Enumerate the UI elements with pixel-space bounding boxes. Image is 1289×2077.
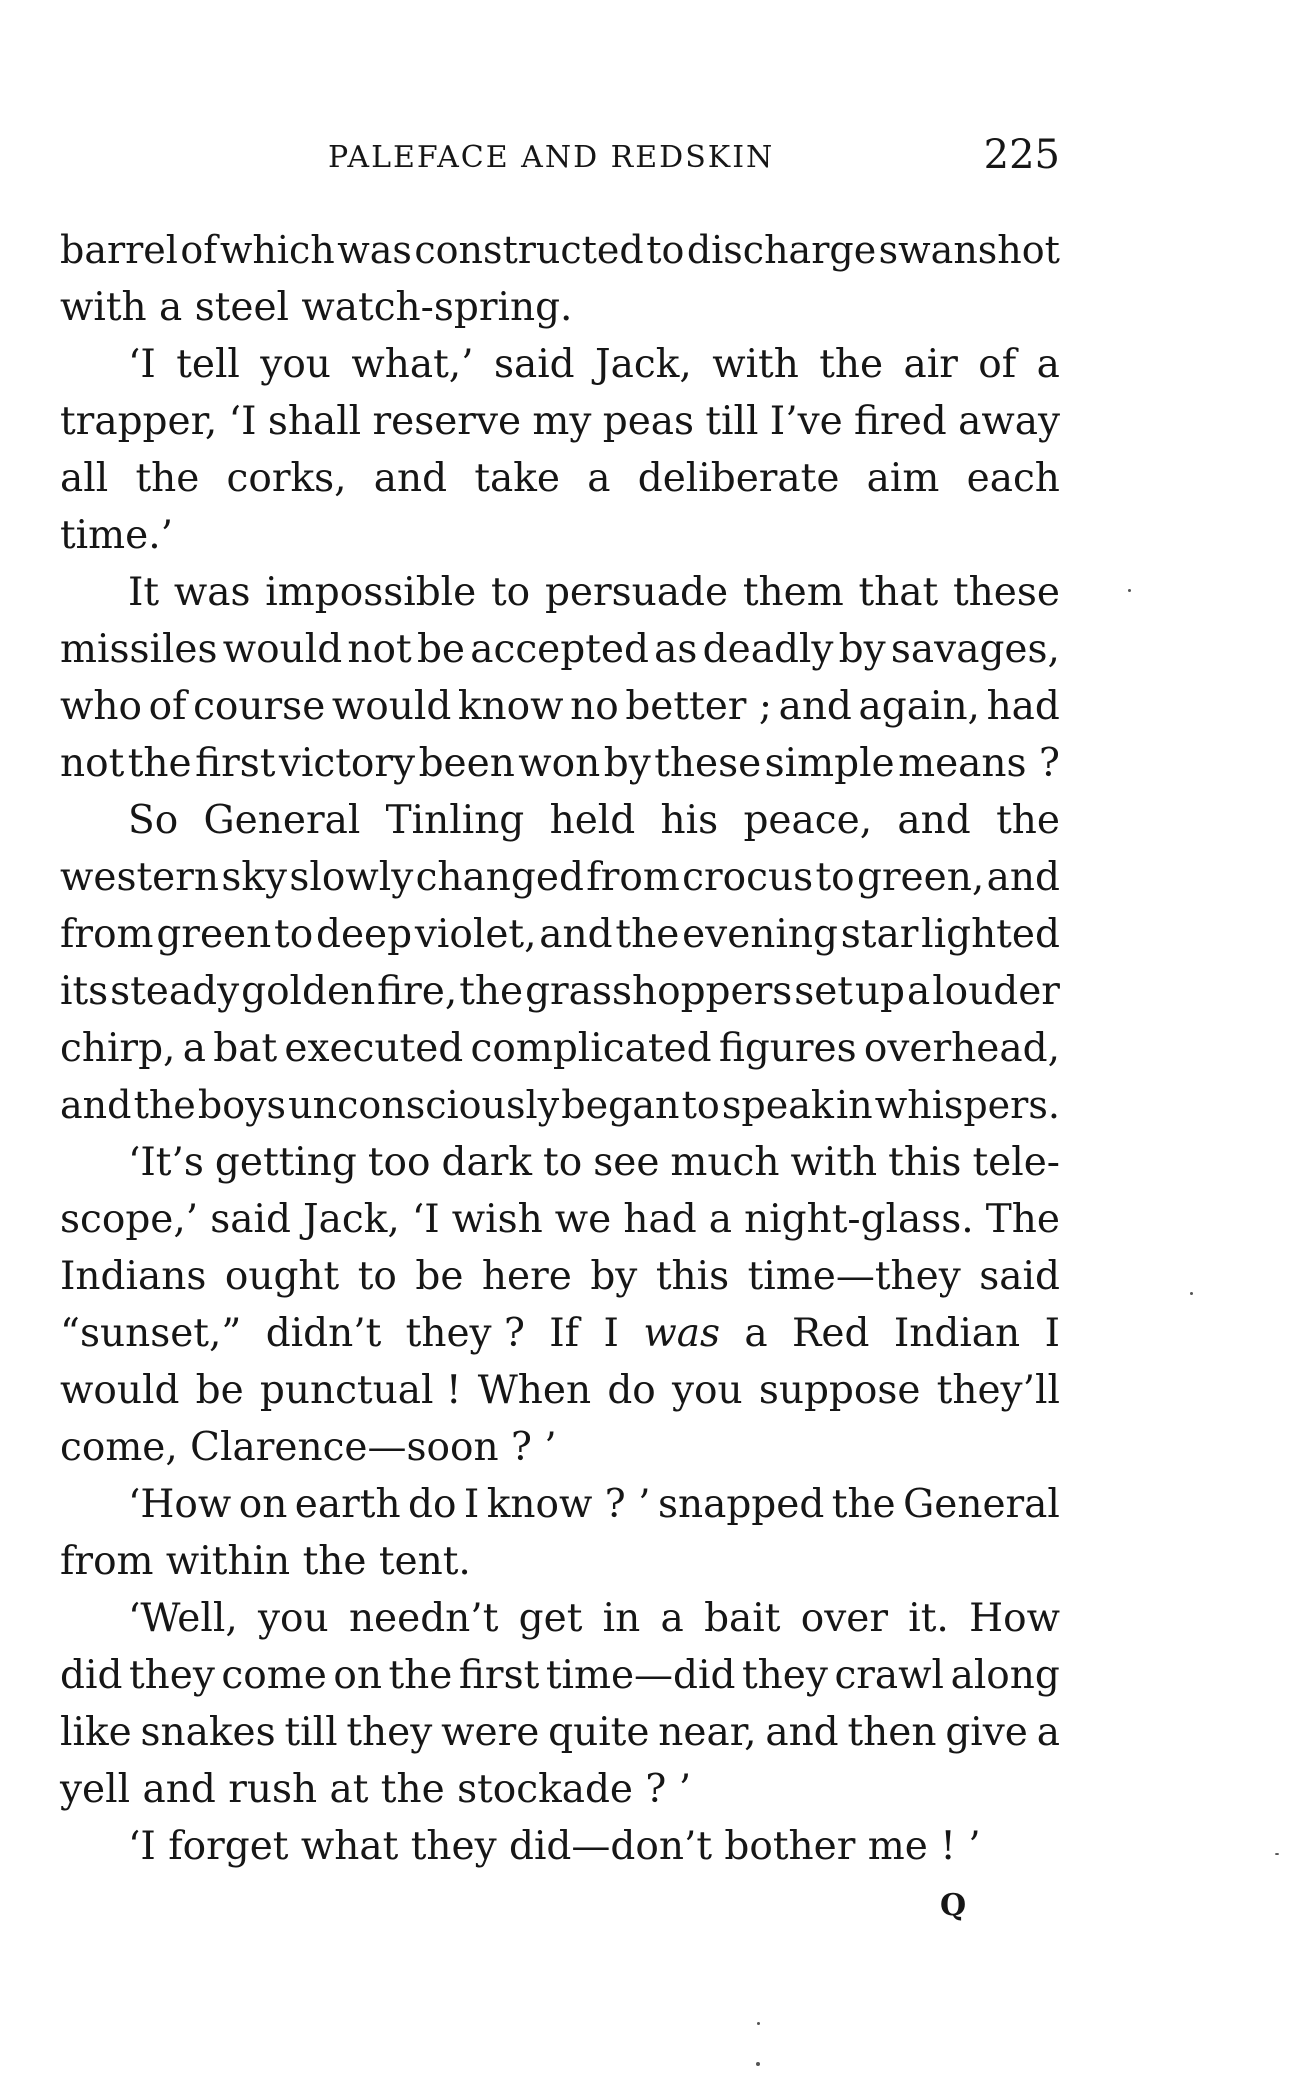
word: steady	[110, 969, 240, 1014]
word: peace,	[743, 798, 873, 843]
word: I	[603, 1311, 619, 1356]
word: you	[671, 1368, 743, 1413]
word: its	[60, 969, 109, 1014]
scan-speck	[757, 2022, 760, 2025]
word: the	[996, 798, 1060, 843]
word: quite	[548, 1710, 650, 1755]
word: and	[986, 855, 1060, 900]
scan-speck	[1275, 1853, 1279, 1855]
text-line	[60, 906, 1060, 963]
word: then	[847, 1710, 937, 1755]
word: ‘I	[128, 342, 156, 387]
word: better ;	[625, 684, 772, 729]
page-number: 225	[983, 132, 1060, 178]
word: ought	[224, 1254, 340, 1299]
word: a	[1036, 342, 1060, 387]
word: didn’t	[265, 1311, 382, 1356]
word: ‘How	[128, 1482, 232, 1527]
text-line	[60, 1191, 1060, 1248]
text-line	[60, 222, 1060, 279]
word: needn’t	[348, 1596, 499, 1641]
word: give	[945, 1710, 1028, 1755]
word: deliberate	[637, 456, 840, 501]
word: ‘It’s	[128, 1140, 204, 1185]
word: ‘I forget what they did—don’t bother me ! ’	[128, 1824, 981, 1869]
word: would	[60, 1368, 180, 1413]
word: first	[195, 741, 276, 786]
word: and	[897, 798, 971, 843]
word: barrel	[60, 228, 178, 272]
word: grasshoppers	[525, 969, 793, 1014]
word: night-glass.	[744, 1197, 974, 1242]
text-line	[60, 678, 1060, 735]
word: It	[128, 570, 160, 615]
word: till	[284, 1710, 338, 1755]
word: would	[331, 684, 452, 729]
text-line	[60, 849, 1060, 906]
word: his	[660, 798, 719, 843]
word: time.’	[60, 513, 174, 558]
word: from	[60, 912, 154, 957]
word: savages,	[890, 627, 1060, 672]
word: said	[979, 1254, 1060, 1299]
word: golden	[241, 969, 376, 1014]
word: The	[985, 1197, 1060, 1242]
word: been	[418, 741, 515, 786]
word: getting	[214, 1140, 357, 1185]
word: wish	[451, 1197, 543, 1242]
word: from	[586, 855, 680, 900]
word: again,	[858, 684, 980, 729]
word: a	[1036, 1710, 1060, 1755]
word: like	[60, 1710, 132, 1755]
word: you	[260, 342, 331, 387]
word: a	[660, 1596, 684, 1641]
word: you	[258, 1596, 329, 1641]
word: executed	[284, 1026, 464, 1071]
word: simple	[764, 741, 895, 786]
word: dark	[441, 1140, 533, 1185]
word: take	[474, 456, 561, 501]
text-line	[60, 1305, 1060, 1362]
text-line	[60, 1761, 1060, 1818]
signature-mark: Q	[940, 1888, 967, 1923]
word: to	[681, 1083, 720, 1127]
word: come	[221, 1653, 327, 1698]
word: sky	[221, 855, 288, 900]
word: I’ve	[769, 399, 843, 444]
word: with	[712, 342, 799, 387]
word: whispers.	[874, 1083, 1060, 1127]
word: Indians	[60, 1254, 207, 1299]
word: crocus	[682, 855, 814, 900]
word: a	[906, 969, 931, 1014]
text-line	[60, 1590, 1060, 1647]
word: Jack,	[595, 342, 692, 387]
word: Tinling	[385, 798, 525, 843]
word: a	[708, 1197, 732, 1242]
word: come, Clarence—soon ? ’	[60, 1425, 557, 1470]
word: ‘I	[411, 1197, 440, 1242]
word: I	[463, 1482, 480, 1527]
word: all	[60, 456, 109, 501]
word: was	[643, 1311, 720, 1356]
text-line	[60, 1248, 1060, 1305]
word: be	[416, 627, 465, 672]
text-line	[60, 336, 1060, 393]
word: the	[615, 912, 680, 957]
word: in	[835, 1083, 873, 1127]
text-line	[60, 1818, 1060, 1875]
word: much	[670, 1140, 780, 1185]
word: deadly	[702, 627, 834, 672]
word: the	[388, 1653, 453, 1698]
word: near,	[658, 1710, 757, 1755]
word: over	[800, 1596, 888, 1641]
word: the	[459, 969, 524, 1014]
text-line	[60, 1476, 1060, 1533]
word: with a steel watch-spring.	[60, 285, 573, 330]
word: fire,	[377, 969, 458, 1014]
word: they	[128, 1653, 215, 1698]
text-line	[60, 1020, 1060, 1077]
word: punctual !	[259, 1368, 462, 1413]
word: earth	[294, 1482, 401, 1527]
word: get	[518, 1596, 583, 1641]
word: crawl	[834, 1653, 945, 1698]
word: set	[794, 969, 853, 1014]
text-line	[60, 1362, 1060, 1419]
word: in	[602, 1596, 641, 1641]
word: unconsciously	[288, 1083, 560, 1127]
word: held	[549, 798, 636, 843]
word: by	[838, 627, 886, 672]
word: know	[457, 684, 564, 729]
word: star	[840, 912, 919, 957]
word: and	[60, 1083, 132, 1127]
word: on	[238, 1482, 288, 1527]
word: which	[219, 228, 335, 272]
text-line	[60, 564, 1060, 621]
word: they’ll	[936, 1368, 1060, 1413]
word: till	[705, 399, 759, 444]
text-line	[60, 393, 1060, 450]
word: snapped	[657, 1482, 825, 1527]
word: to	[543, 1140, 583, 1185]
word: too	[367, 1140, 431, 1185]
word: know ? ’	[486, 1482, 651, 1527]
word: the	[831, 1482, 896, 1527]
word: was	[337, 228, 412, 272]
word: first	[458, 1653, 540, 1698]
word: here	[481, 1254, 572, 1299]
word: air	[903, 342, 958, 387]
text-line	[60, 450, 1060, 507]
word: snakes	[140, 1710, 276, 1755]
scan-speck	[756, 2062, 760, 2066]
word: up	[854, 969, 906, 1014]
word: reserve	[372, 399, 522, 444]
word: these	[654, 741, 762, 786]
word: General	[203, 798, 361, 843]
word: as	[654, 627, 698, 672]
word: constructed	[414, 228, 644, 272]
word: and	[765, 1710, 839, 1755]
word: was	[173, 570, 251, 615]
word: “sunset,”	[60, 1311, 242, 1356]
word: evening	[682, 912, 838, 957]
body-text	[60, 222, 1060, 1875]
word: fired	[854, 399, 947, 444]
word: victory	[278, 741, 416, 786]
word: we	[554, 1197, 612, 1242]
word: won	[518, 741, 601, 786]
word: shall	[267, 399, 362, 444]
text-line	[60, 1134, 1060, 1191]
running-head: PALEFACE AND REDSKIN	[328, 140, 775, 175]
word: away	[958, 399, 1060, 444]
word: the	[133, 1083, 196, 1127]
word: ‘Well,	[128, 1596, 238, 1641]
word: When	[477, 1368, 592, 1413]
word: Indian	[893, 1311, 1021, 1356]
word: swanshot	[878, 228, 1060, 272]
word: speak	[721, 1083, 834, 1127]
word: of	[978, 342, 1017, 387]
word: said	[493, 342, 575, 387]
word: this	[888, 1140, 962, 1185]
word: missiles	[60, 627, 218, 672]
text-line	[60, 1704, 1060, 1761]
word: they ?	[405, 1311, 525, 1356]
word: this	[655, 1254, 730, 1299]
word: time—did	[545, 1653, 736, 1698]
word: they	[741, 1653, 828, 1698]
word: do	[408, 1482, 457, 1527]
word: General	[903, 1482, 1060, 1527]
word: not	[60, 741, 125, 786]
word: green,	[856, 855, 985, 900]
word: chirp,	[60, 1026, 176, 1071]
word: accepted	[470, 627, 649, 672]
word: from within the tent.	[60, 1539, 471, 1584]
word: to	[646, 228, 685, 272]
word: had	[623, 1197, 697, 1242]
word: slowly	[289, 855, 414, 900]
text-line	[60, 1647, 1060, 1704]
word: on	[333, 1653, 382, 1698]
word: violet,	[414, 912, 537, 957]
word: my	[532, 399, 592, 444]
word: the	[819, 342, 884, 387]
word: with	[790, 1140, 878, 1185]
word: western	[60, 855, 219, 900]
word: bait	[704, 1596, 781, 1641]
word: means ?	[898, 741, 1060, 786]
word: figures	[718, 1026, 857, 1071]
word: deep	[315, 912, 413, 957]
word: complicated	[470, 1026, 712, 1071]
word: How	[969, 1596, 1060, 1641]
word: did	[60, 1653, 123, 1698]
word: So	[128, 798, 179, 843]
word: overhead,	[863, 1026, 1060, 1071]
text-line	[60, 792, 1060, 849]
word: changed	[415, 855, 584, 900]
word: by	[590, 1254, 638, 1299]
text-line	[60, 279, 1060, 336]
text-line	[60, 1533, 1060, 1590]
word: to	[815, 855, 855, 900]
word: not	[347, 627, 412, 672]
text-line	[60, 963, 1060, 1020]
word: would	[222, 627, 343, 672]
word: were	[441, 1710, 540, 1755]
word: green	[156, 912, 272, 957]
text-line	[60, 507, 1060, 564]
word: of	[148, 684, 187, 729]
text-line	[60, 621, 1060, 678]
word: and	[373, 456, 448, 501]
word: each	[966, 456, 1060, 501]
word: that	[858, 570, 939, 615]
word: a	[182, 1026, 206, 1071]
word: and	[778, 684, 852, 729]
word: the	[135, 456, 200, 501]
word: said	[210, 1197, 291, 1242]
word: of	[180, 228, 218, 272]
text-line	[60, 1419, 1060, 1476]
word: tele-	[972, 1140, 1060, 1185]
word: do	[607, 1368, 656, 1413]
word: tell	[176, 342, 240, 387]
word: aim	[866, 456, 940, 501]
word: they	[346, 1710, 433, 1755]
word: trapper,	[60, 399, 218, 444]
word: them	[742, 570, 844, 615]
word: course	[193, 684, 326, 729]
word: began	[561, 1083, 680, 1127]
text-line	[60, 735, 1060, 792]
word: had	[986, 684, 1060, 729]
word: Jack,	[303, 1197, 400, 1242]
word: louder	[932, 969, 1060, 1014]
word: boys	[197, 1083, 287, 1127]
word: who	[60, 684, 142, 729]
word: I	[1044, 1311, 1060, 1356]
word: scope,’	[60, 1197, 199, 1242]
word: see	[593, 1140, 660, 1185]
word: to	[491, 570, 531, 615]
word: a	[587, 456, 611, 501]
word: Red	[792, 1311, 870, 1356]
word: what,’	[351, 342, 474, 387]
word: be	[415, 1254, 464, 1299]
word: suppose	[758, 1368, 921, 1413]
word: no	[570, 684, 619, 729]
word: corks,	[226, 456, 347, 501]
scan-speck	[1190, 1292, 1193, 1295]
word: discharge	[686, 228, 877, 272]
word: a	[744, 1311, 768, 1356]
word: yell and rush at the stockade ? ’	[60, 1767, 692, 1812]
page-header	[60, 132, 1060, 182]
word: If	[549, 1311, 580, 1356]
word: it.	[908, 1596, 949, 1641]
word: along	[950, 1653, 1060, 1698]
word: time—they	[747, 1254, 961, 1299]
word: ‘I	[228, 399, 257, 444]
word: impossible	[265, 570, 477, 615]
word: be	[195, 1368, 244, 1413]
word: and	[539, 912, 613, 957]
word: bat	[213, 1026, 278, 1071]
text-line	[60, 1077, 1060, 1134]
word: lighted	[921, 912, 1060, 957]
word: these	[952, 570, 1060, 615]
word: persuade	[544, 570, 729, 615]
scan-speck	[1128, 589, 1131, 592]
word: to	[274, 912, 314, 957]
word: by	[603, 741, 651, 786]
word: the	[127, 741, 192, 786]
word: peas	[602, 399, 695, 444]
word: to	[357, 1254, 397, 1299]
